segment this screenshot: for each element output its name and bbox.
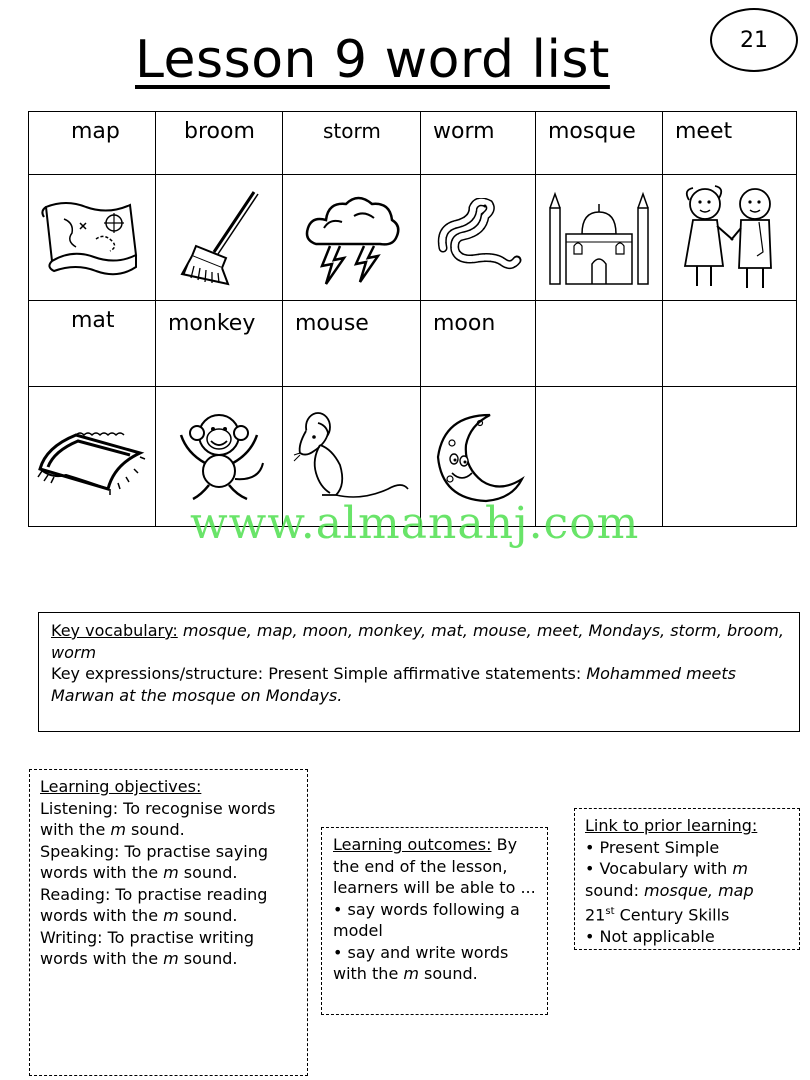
objective-speaking bbox=[40, 841, 299, 884]
objective-sound: sound. bbox=[178, 949, 238, 968]
objective-text: Listening: To recognise words with the bbox=[40, 798, 276, 839]
word-cell-mat bbox=[29, 301, 156, 387]
word-label: mouse bbox=[295, 311, 369, 336]
word-cell-mouse bbox=[283, 301, 421, 387]
structure-label: Key expressions/structure: Present Simple affirmative statements: bbox=[51, 664, 587, 683]
word-label: moon bbox=[433, 311, 496, 336]
map-picture bbox=[29, 175, 156, 301]
objectives-heading: Learning objectives: bbox=[40, 777, 202, 796]
children-meeting-icon bbox=[675, 182, 785, 294]
prior-learning-box bbox=[574, 808, 800, 950]
word-cell-broom bbox=[156, 112, 283, 175]
page-title: Lesson 9 word list bbox=[135, 30, 610, 90]
worm-icon bbox=[433, 198, 523, 278]
word-label: worm bbox=[433, 119, 495, 144]
broom-picture bbox=[156, 175, 283, 301]
outcomes-intro-text: By the end of the lesson, learners will be able to ... bbox=[333, 835, 536, 897]
objective-text: Reading: To practise reading words with the bbox=[40, 884, 268, 925]
word-cell-mosque bbox=[536, 112, 663, 175]
vocab-words: mosque, map, moon, monkey, mat, mouse, meet, Mondays, storm, broom, worm bbox=[51, 621, 784, 662]
word-cell-meet bbox=[663, 112, 797, 175]
word-cell-moon bbox=[421, 301, 536, 387]
outcome-item bbox=[333, 942, 539, 985]
letter-m: m bbox=[403, 964, 419, 983]
letter-m: m bbox=[732, 859, 748, 878]
word-label: mat bbox=[71, 308, 115, 333]
map-icon bbox=[36, 193, 148, 283]
mosque-picture bbox=[536, 175, 663, 301]
letter-m: m bbox=[163, 949, 179, 968]
storm-icon bbox=[302, 188, 402, 288]
outcome-text: • say and write words with the bbox=[333, 942, 509, 983]
learning-outcomes-box bbox=[321, 827, 548, 1015]
page-number: 21 bbox=[710, 8, 798, 72]
word-label: map bbox=[71, 119, 120, 144]
prior-heading: Link to prior learning: bbox=[585, 816, 758, 835]
monkey-icon bbox=[167, 409, 271, 505]
empty-cell bbox=[536, 301, 663, 387]
storm-picture bbox=[283, 175, 421, 301]
objective-reading bbox=[40, 884, 299, 927]
watermark: www.almanahj.com bbox=[190, 498, 640, 549]
letter-m: m bbox=[110, 820, 126, 839]
skills-number: 21 bbox=[585, 905, 606, 925]
word-cell-map bbox=[29, 112, 156, 175]
word-label: mosque bbox=[548, 119, 636, 144]
word-grid bbox=[28, 111, 797, 527]
prior-item bbox=[585, 858, 791, 901]
crescent-moon-icon bbox=[430, 409, 526, 505]
worm-picture bbox=[421, 175, 536, 301]
skills-suffix: st bbox=[605, 906, 615, 917]
word-cell-monkey bbox=[156, 301, 283, 387]
word-label: storm bbox=[323, 119, 381, 143]
letter-m: m bbox=[163, 906, 179, 925]
meet-picture bbox=[663, 175, 797, 301]
mat-icon bbox=[36, 417, 148, 497]
word-label: meet bbox=[675, 119, 733, 144]
outcomes-heading: Learning outcomes: bbox=[333, 835, 492, 854]
mosque-icon bbox=[546, 188, 652, 288]
century-skills bbox=[585, 901, 791, 926]
broom-icon bbox=[174, 188, 264, 288]
empty-cell bbox=[663, 387, 797, 527]
mouse-icon bbox=[292, 409, 412, 505]
word-cell-worm bbox=[421, 112, 536, 175]
word-label: broom bbox=[184, 119, 255, 144]
empty-cell bbox=[663, 301, 797, 387]
objective-writing bbox=[40, 927, 299, 970]
objective-sound: sound. bbox=[178, 906, 238, 925]
mat-picture bbox=[29, 387, 156, 527]
structure-example: Mohammed meets Marwan at the mosque on Mondays. bbox=[51, 664, 736, 705]
outcome-item: • say words following a model bbox=[333, 899, 520, 940]
prior-item: • Present Simple bbox=[585, 837, 720, 857]
vocab-label: Key vocabulary: bbox=[51, 621, 178, 640]
skills-text: Century Skills bbox=[614, 905, 730, 925]
objective-text: Writing: To practise writing words with the bbox=[40, 927, 254, 968]
prior-text: • Vocabulary with bbox=[585, 859, 733, 878]
vocabulary-box bbox=[38, 612, 800, 732]
objective-sound: sound. bbox=[125, 820, 185, 839]
learning-objectives-box bbox=[29, 769, 308, 1076]
prior-item: • Not applicable bbox=[585, 926, 715, 946]
prior-text: sound: bbox=[585, 880, 645, 900]
outcome-sound: sound. bbox=[418, 964, 478, 983]
word-label: monkey bbox=[168, 311, 256, 336]
word-cell-storm bbox=[283, 112, 421, 175]
objective-sound: sound. bbox=[178, 863, 238, 882]
prior-words: mosque, map bbox=[644, 880, 754, 900]
objective-text: Speaking: To practise saying words with the bbox=[40, 841, 269, 882]
outcomes-intro bbox=[333, 834, 539, 899]
objective-listening bbox=[40, 798, 299, 841]
letter-m: m bbox=[163, 863, 179, 882]
